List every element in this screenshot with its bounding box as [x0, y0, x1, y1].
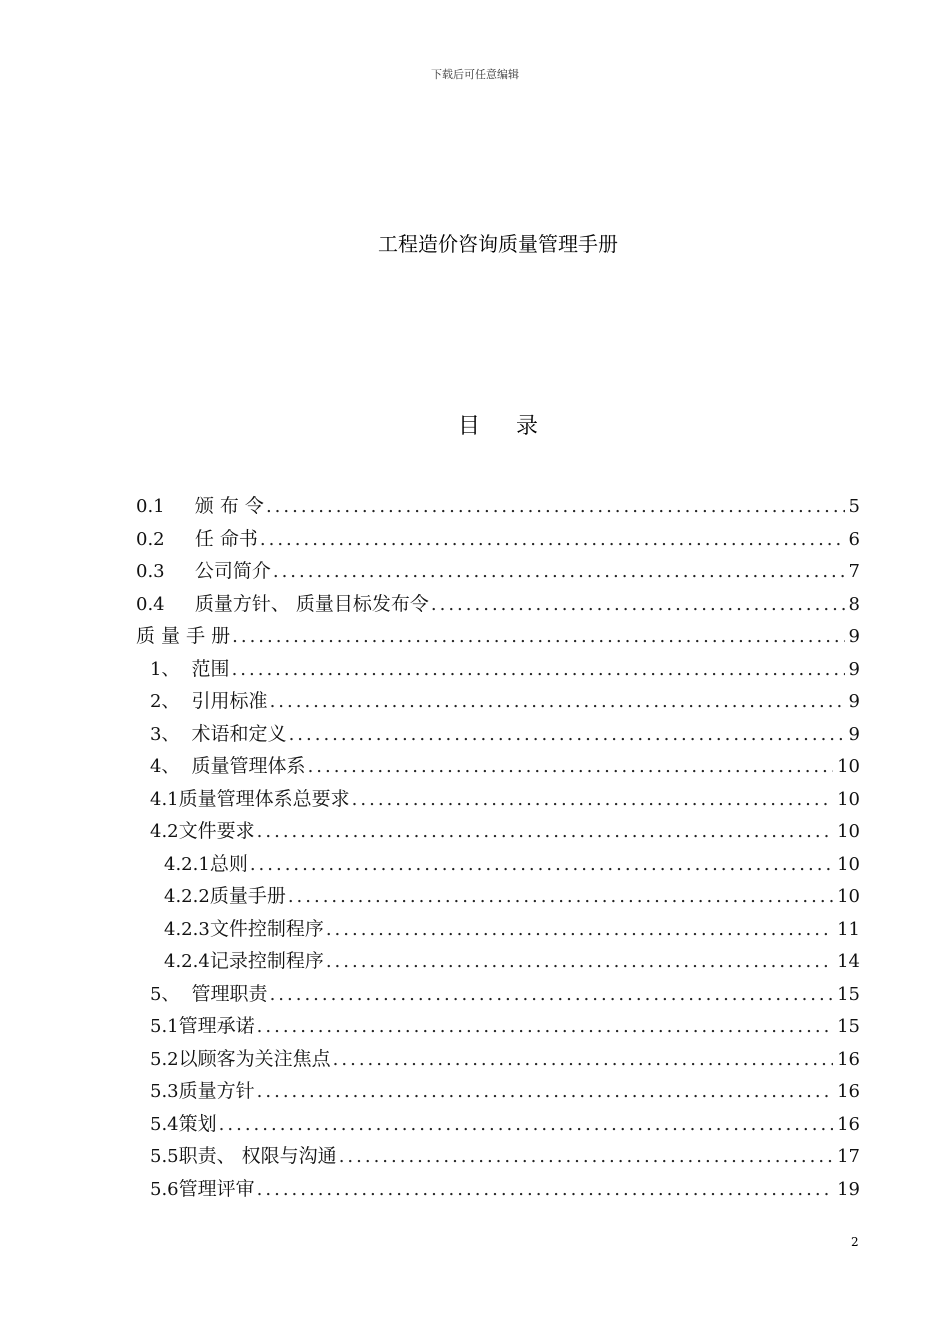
toc-entry-page: 16 — [837, 1081, 860, 1102]
toc-entry-page: 19 — [837, 1178, 860, 1200]
toc-entry-text: 管理评审 — [178, 1177, 255, 1200]
toc-entry-label — [150, 653, 230, 686]
toc-entry-text: 公司简介 — [194, 560, 271, 582]
toc-entry-label — [150, 1140, 337, 1173]
toc-entry-text: 职责、 权限与沟通 — [178, 1145, 337, 1167]
toc-entry[interactable] — [136, 1108, 860, 1141]
toc-entry-page: 5 — [848, 496, 860, 517]
toc-entry-number: 4.2.3 — [164, 918, 210, 940]
toc-entry-number: 4.1 — [150, 788, 179, 810]
header-note: 下载后可任意编辑 — [431, 68, 519, 81]
toc-entry-number: 0.3 — [136, 561, 165, 582]
toc-entry-number: 4.2.4 — [164, 951, 210, 972]
toc-leader-dots — [308, 751, 834, 783]
toc-entry-label — [150, 783, 350, 816]
toc-entry-page: 9 — [848, 658, 860, 680]
toc-entry[interactable] — [136, 815, 860, 848]
toc-leader-dots — [352, 784, 833, 816]
toc-entry-number: 5、 — [150, 983, 180, 1005]
document-title: 工程造价咨询质量管理手册 — [378, 232, 618, 256]
toc-entry[interactable] — [136, 718, 860, 751]
toc-entry-label — [136, 555, 271, 588]
toc-entry[interactable] — [136, 880, 860, 913]
toc-entry-text: 质 量 手 册 — [136, 625, 231, 647]
toc-leader-dots — [289, 719, 845, 751]
toc-entry-page: 10 — [837, 788, 860, 810]
toc-entry-number: 5.5 — [150, 1146, 179, 1167]
toc-entry-number: 0.2 — [136, 528, 165, 550]
toc-entry-number: 5.6 — [150, 1178, 179, 1200]
toc-leader-dots — [260, 524, 845, 556]
toc-entry[interactable] — [136, 783, 860, 816]
toc-entry[interactable] — [136, 1010, 860, 1043]
toc-entry-label — [136, 620, 230, 653]
toc-entry-text: 总则 — [209, 852, 248, 875]
toc-entry-number: 5.4 — [150, 1113, 179, 1135]
toc-heading: 目录 — [458, 414, 575, 439]
toc-entry-text: 引用标准 — [191, 690, 268, 712]
toc-entry-number: 4.2.1 — [164, 853, 210, 875]
toc-entry[interactable] — [136, 588, 860, 621]
toc-leader-dots — [257, 816, 833, 848]
page-number: 2 — [851, 1235, 859, 1249]
toc-entry-page: 15 — [837, 1016, 860, 1037]
toc-entry-page: 9 — [848, 691, 860, 712]
toc-entry-label — [150, 685, 268, 718]
toc-entry-number: 2、 — [150, 691, 180, 712]
toc-entry[interactable] — [136, 848, 860, 881]
toc-entry-page: 7 — [848, 561, 860, 582]
toc-entry-text: 范围 — [191, 657, 230, 680]
toc-entry-text: 记录控制程序 — [209, 950, 324, 972]
toc-leader-dots — [326, 946, 833, 978]
table-of-contents — [136, 490, 860, 1205]
toc-leader-dots — [232, 654, 845, 686]
toc-leader-dots — [250, 849, 833, 881]
toc-entry-page: 10 — [837, 853, 860, 875]
toc-entry-text: 管理职责 — [191, 982, 268, 1005]
toc-entry[interactable] — [136, 750, 860, 783]
toc-entry-page: 14 — [837, 951, 860, 972]
toc-entry-page: 10 — [837, 821, 860, 842]
toc-leader-dots — [273, 556, 845, 588]
toc-entry-label — [164, 945, 324, 978]
toc-entry-text: 任 命书 — [194, 527, 258, 550]
toc-entry-number: 5.2 — [150, 1048, 179, 1070]
toc-entry[interactable] — [136, 555, 860, 588]
toc-entry-page: 6 — [848, 528, 860, 550]
toc-leader-dots — [232, 621, 844, 653]
toc-entry-text: 文件要求 — [178, 820, 255, 842]
toc-leader-dots — [219, 1109, 833, 1141]
toc-entry-number: 4、 — [150, 756, 180, 777]
toc-entry-page: 10 — [837, 756, 860, 777]
toc-entry-page: 9 — [848, 723, 860, 745]
toc-entry-text: 质量管理体系 — [191, 755, 306, 777]
toc-entry[interactable] — [136, 490, 860, 523]
toc-entry-label — [150, 1173, 255, 1206]
toc-entry-page: 9 — [848, 626, 860, 647]
toc-entry-label — [136, 490, 264, 523]
toc-entry-label — [150, 718, 287, 751]
toc-entry-number: 1、 — [150, 658, 180, 680]
toc-entry-number: 0.1 — [136, 496, 165, 517]
toc-entry[interactable] — [136, 523, 860, 556]
toc-leader-dots — [257, 1174, 833, 1206]
toc-entry[interactable] — [136, 1173, 860, 1206]
toc-entry[interactable] — [136, 620, 860, 653]
toc-entry-label — [150, 1108, 217, 1141]
toc-entry-text: 质量方针、 质量目标发布令 — [194, 592, 429, 615]
toc-entry-label — [150, 1010, 255, 1043]
toc-entry[interactable] — [136, 978, 860, 1011]
toc-entry-number: 4.2 — [150, 821, 179, 842]
toc-entry-text: 文件控制程序 — [209, 917, 324, 940]
toc-leader-dots — [270, 686, 845, 718]
toc-entry-number: 5.1 — [150, 1016, 179, 1037]
toc-entry-label — [150, 815, 255, 848]
toc-entry-page: 16 — [837, 1113, 860, 1135]
toc-entry-text: 策划 — [178, 1112, 217, 1135]
toc-entry[interactable] — [136, 1075, 860, 1108]
toc-entry-label — [164, 848, 248, 881]
toc-leader-dots — [288, 881, 833, 913]
toc-entry[interactable] — [136, 653, 860, 686]
toc-entry[interactable] — [136, 1140, 860, 1173]
toc-entry-label — [136, 523, 258, 556]
toc-entry-text: 管理承诺 — [178, 1015, 255, 1037]
toc-entry-number: 3、 — [150, 723, 180, 745]
toc-entry-number: 4.2.2 — [164, 886, 210, 907]
toc-entry-page: 11 — [837, 918, 860, 940]
toc-leader-dots — [257, 1076, 833, 1108]
toc-entry-text: 以顾客为关注焦点 — [178, 1047, 331, 1070]
toc-entry-text: 颁 布 令 — [194, 495, 264, 517]
toc-leader-dots — [333, 1044, 833, 1076]
toc-entry-page: 16 — [837, 1048, 860, 1070]
toc-leader-dots — [257, 1011, 833, 1043]
toc-leader-dots — [270, 979, 834, 1011]
toc-entry-text: 质量方针 — [178, 1080, 255, 1102]
toc-entry-label — [150, 978, 268, 1011]
toc-entry-text: 质量手册 — [209, 885, 286, 907]
toc-entry-label — [150, 1043, 331, 1076]
toc-entry-label — [150, 1075, 255, 1108]
toc-entry-label — [164, 913, 324, 946]
toc-entry-number: 0.4 — [136, 593, 165, 615]
toc-entry-label — [136, 588, 429, 621]
toc-entry-text: 质量管理体系总要求 — [178, 787, 350, 810]
toc-entry-page: 10 — [837, 886, 860, 907]
toc-leader-dots — [431, 589, 845, 621]
toc-entry-page: 17 — [837, 1146, 860, 1167]
toc-entry[interactable] — [136, 1043, 860, 1076]
toc-leader-dots — [339, 1141, 833, 1173]
toc-entry-number: 5.3 — [150, 1081, 179, 1102]
toc-entry[interactable] — [136, 945, 860, 978]
toc-leader-dots — [326, 914, 833, 946]
toc-leader-dots — [266, 491, 845, 523]
toc-entry[interactable] — [136, 913, 860, 946]
toc-entry-text: 术语和定义 — [191, 722, 287, 745]
toc-entry-label — [150, 750, 306, 783]
toc-entry-page: 15 — [837, 983, 860, 1005]
toc-entry[interactable] — [136, 685, 860, 718]
toc-entry-label — [164, 880, 286, 913]
toc-entry-page: 8 — [848, 593, 860, 615]
